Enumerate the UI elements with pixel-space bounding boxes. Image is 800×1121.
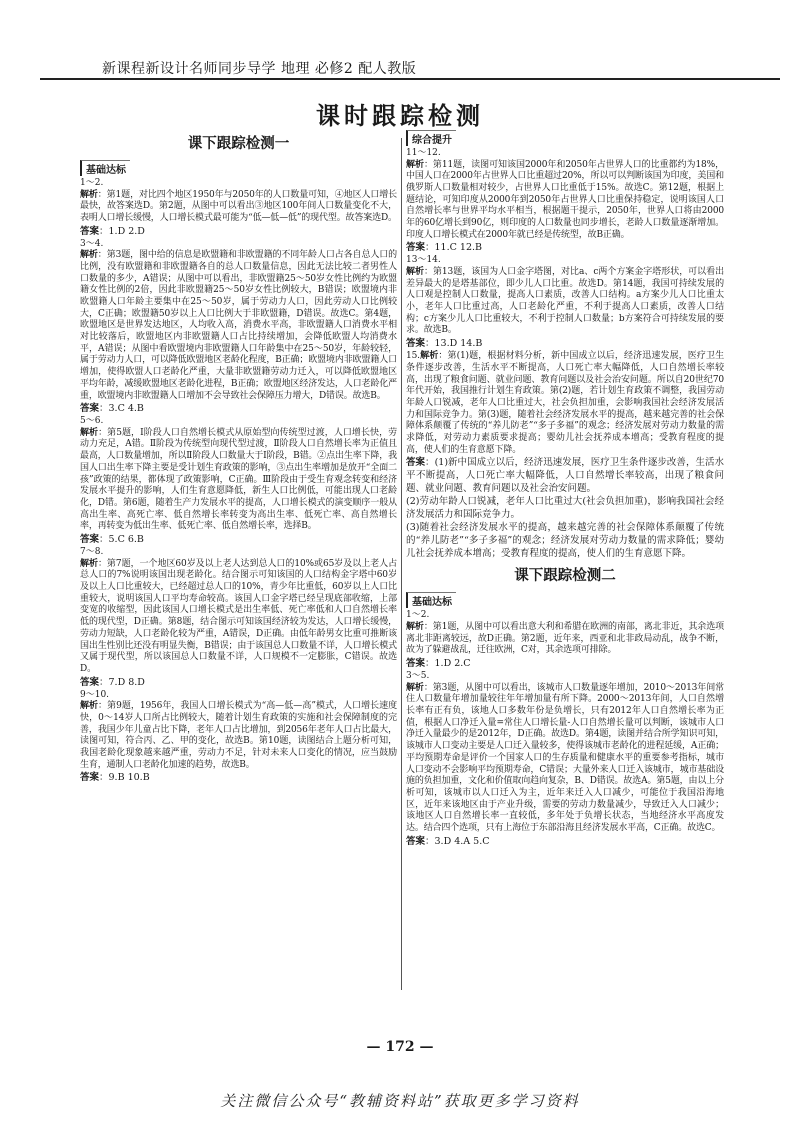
- answer-text-part3: (3)随着社会经济发展水平的提高，越来越完善的社会保障体系颠覆了传统的“养儿防老”“多子多福”的观念；经济发展对劳动力数量的需求降低；婴幼儿社会抚养成本增高；受教育程度的提高，使人们的生育意愿下降。: [406, 522, 724, 560]
- basic-tag: 基础达标: [80, 160, 130, 176]
- question-range: 3～4.: [80, 238, 104, 249]
- left-column: [80, 128, 397, 1000]
- analysis-label: 解析: [419, 351, 439, 362]
- question-block: [80, 178, 397, 238]
- page-title: 课时跟踪检测: [316, 102, 484, 130]
- answer-label: 答案: [406, 242, 426, 254]
- footer-note: 关注微信公众号“教辅资料站”获取更多学习资料: [220, 1092, 580, 1110]
- question-block: [406, 148, 724, 254]
- analysis-label: 解析: [80, 189, 98, 200]
- answer-text: ：9.B 10.B: [99, 772, 150, 784]
- answer-text: ：1.D 2.D: [99, 225, 145, 237]
- analysis-label: 解析: [80, 558, 98, 569]
- answer-label: 答案: [80, 225, 100, 237]
- running-header: [40, 40, 780, 80]
- question-range: 13～14.: [406, 255, 441, 266]
- analysis-text: ：第3题，从图中可以看出，该城市人口数量逐年增加，2010～2013年间常住人口数量年增加量较往年年增加量有所下降。2000～2013年间，人口自然增长率有正有负，该地人口多数年份是负增长，只有2012年人口自然增长率为正值，根据人口净迁入量=常住人口增长量-人口自然增长量可以判断，该城市人口净迁入量最少的是2012年，D正确。故选D。第4题，读图并结合所学知识可知，该城市人口变动主要是人口迁入量较多，使得该城市老龄化的进程延缓，A正确；平均预期寿命是评价一个国家人口的生存质量和健康水平的重要参考指标，城市人口变动不会影响平均预期寿命，C错误；大量外来人口迁入该城市，城市基础设施的负担加重，文化和价值取向趋向复杂，B、D错误。故选A。第5题，由以上分析可知，该城市以人口迁入为主，近年来迁入人口减少，可能位于我国沿海地区，近年来该地区由于产业升级，需要的劳动力数量减少，导致迁入人口减少；该地区人口自然增长率一直较低，多年处于负增长状态，当地经济水平高度发达。结合四个选项，只有上海位于东部沿海且经济发展水平高，C正确。故选C。: [406, 682, 724, 834]
- answer-text: ：3.C 4.B: [99, 403, 144, 415]
- question-range: 3～5.: [406, 671, 430, 682]
- analysis-text: ：第11题，读图可知该国2000年和2050年占世界人口的比重都约为18%，中国人口在2000年占世界人口比重超过20%，所以可以判断该国为印度，美国和俄罗斯人口数量相对较少，占世界人口比重低于15%。故选C。第12题，根据上题结论，可知印度从2000年到2050年占世界人口比重保持稳定，说明该国人口自然增长率与世界平均水平相当，根据题干提示，2050年，世界人口将由2000年的60亿增长到90亿，则印度的人口数量也同步增长，老龄人口数量逐渐增加。印度人口增长模式在2000年就已经是传统型，故B正确。: [406, 159, 724, 240]
- analysis-label: 解析: [406, 682, 424, 693]
- question-block: [406, 351, 724, 560]
- answer-text: ：3.D 4.A 5.C: [425, 835, 490, 847]
- answer-label: 答案: [80, 676, 100, 688]
- answer-label: 答案: [406, 338, 426, 350]
- question-block: [406, 671, 724, 848]
- question-block: [406, 610, 724, 670]
- answer-label: 答案: [406, 835, 426, 847]
- question-range: 1～2.: [80, 178, 104, 188]
- question-block: [80, 690, 397, 785]
- analysis-text: ：第9题，1956年，我国人口增长模式为“高—低—高”模式，人口增长速度快，0～14岁人口所占比例较大，随着计划生育政策的实施和社会保障制度的完善，我国少年儿童占比下降，老年人口占比增加，到2056年老年人口占比最大，读图可知，符合丙、乙、甲的变化，故选B。第10题，读图结合上题分析可知，我国老龄化现象越来越严重，劳动力不足，针对未来人口变化的情况，应当鼓励生育，通制人口老龄化加速的趋势，故选B。: [80, 701, 397, 770]
- comprehensive-tag: 综合提升: [406, 130, 456, 146]
- header-title: 新课程新设计名师同步导学 地理 必修2 配人教版: [102, 61, 417, 77]
- answer-text: ：11.C 12.B: [425, 242, 483, 254]
- question-range: 11～12.: [406, 148, 441, 158]
- question-block: [80, 239, 397, 416]
- question-range: 1～2.: [406, 610, 430, 621]
- analysis-text: ：第1题，对比四个地区1950年与2050年的人口数量可知，④地区人口增长最快，故答案选D。第2题，从图中可以看出③地区100年间人口数量变化不大，表明人口增长缓慢，人口增长模式最可能为“低—低—低”的现代型。故答案选D。: [80, 189, 397, 223]
- analysis-label: 解析: [406, 159, 424, 170]
- answer-text: ：7.D 8.D: [99, 676, 145, 688]
- answer-label: 答案: [80, 403, 100, 415]
- basic-tag: 基础达标: [406, 592, 456, 608]
- answer-text: ：5.C 6.B: [99, 534, 144, 546]
- question-block: [80, 547, 397, 689]
- section-title-one: 课下跟踪检测一: [187, 136, 290, 152]
- question-range: 5～6.: [80, 416, 104, 427]
- answer-label: 答案: [80, 772, 100, 784]
- analysis-label: 解析: [80, 701, 99, 712]
- question-range: 15.: [406, 351, 420, 362]
- question-block: [406, 255, 724, 350]
- analysis-label: 解析: [80, 427, 99, 438]
- column-divider: [401, 138, 402, 990]
- answer-label: 答案: [80, 534, 100, 546]
- question-block: [80, 416, 397, 546]
- answer-text-part2: (2)劳动年龄人口锐减，老年人口比重过大(社会负担加重)，影响我国社会经济发展活力和国际竞争力。: [406, 496, 724, 521]
- analysis-text: ：第(1)题，根据材料分析，新中国成立以后，经济迅速发展，医疗卫生条件逐步改善，生活水平不断提高，人口死亡率大幅降低，人口自然增长率较高，出现了粮食问题、就业问题、教育问题以及社会治安问题。所以自20世纪70年代开始，我国推行计划生育政策。第(2)题，若计划生育政策不调整，我国劳动年龄人口锐减，老年人口比重过大，社会负担加重，会影响我国社会经济发展活力和国际竞争力。第(3)题，随着社会经济发展水平的提高，越来越完善的社会保障体系颠覆了传统的“养儿防老”“多子多福”的观念；经济发展对劳动力数量的需求降低，对劳动力素质要求提高；婴幼儿社会抚养成本增高；受教育程度的提高，使人们的生育意愿下降。: [406, 351, 724, 455]
- answer-text: ：(1)新中国成立以后，经济迅速发展，医疗卫生条件逐步改善，生活水平不断提高，人口死亡率大幅降低，人口自然增长率较高，出现了粮食问题、就业问题、教育问题以及社会治安问题。: [406, 457, 724, 495]
- answer-text: ：13.D 14.B: [425, 338, 483, 350]
- answer-text: ：1.D 2.C: [425, 658, 471, 670]
- question-range: 9～10.: [80, 689, 110, 700]
- analysis-text: ：第7题，一个地区60岁及以上老人达到总人口的10%或65岁及以上老人占总人口的7%说明该国出现老龄化。结合图示可知该国的人口结构金字塔中60岁及以上人口比重较大，已经超过总人口的10%，青少年比重低，60岁以上人口比重较大，说明该国人口平均寿命较高。该国人口金字塔已经呈现底部收缩，上部变宽的收缩型，因此该国人口增长模式是出生率低、死亡率低和人口自然增长率低的现代型，D正确。第8题，结合图示可知该国经济较为发达，人口增长缓慢，劳动力短缺，人口老龄化较为严重，A错误，D正确。由低年龄男女比重可推断该国出生性别比还没有明显失衡，B错误；由于该国总人口数量不详，人口增长模式又属于现代型，所以该国总人口数量不详，人口规模不一定膨胀，C错误。故选D。: [80, 558, 397, 674]
- analysis-text: ：第3题，图中给的信息是欧盟籍和非欧盟籍的不同年龄人口占各自总人口的比例，没有欧盟籍和非欧盟籍各自的总人口数量信息，因此无法比较二者男性人口数量的多少，A错误；从图中可以看出，非欧盟籍25～50岁女性比例约为欧盟籍女性比例的2倍，因此非欧盟籍25～50岁女性比例较大，B错误；欧盟境内非欧盟籍人口年龄主要集中在25～50岁，属于劳动力人口，因此劳动人口比例较大，C正确；欧盟籍50岁以上人口比例大于非欧盟籍，D错误。故选C。第4题，欧盟地区是世界发达地区，人均收入高，消费水平高，非欧盟籍人口消费水平相对比较落后，欧盟地区内非欧盟籍人口占比持续增加，会降低欧盟人均消费水平，A错误；从图中看欧盟境内非欧盟籍人口年龄集中在25～50岁，年龄较轻，属于劳动力人口，可以降低欧盟地区老龄化程度，B正确；欧盟境内非欧盟籍人口增加，使得欧盟人口老龄化严重，大量非欧盟籍劳动力迁入，可以降低欧盟地区平均年龄，减缓欧盟地区老龄化进程，B正确；欧盟地区经济发达，人口老龄化严重，欧盟境内非欧盟籍人口增加不会导致社会保障压力增大，D错误。故选B。: [80, 250, 397, 401]
- analysis-text: ：第1题，从图中可以看出意大利和希腊在欧洲的南部，离北非近，其余选项离北非距离较远，故D正确。第2题，近年来，西亚和北非政局动乱，战争不断，故为了躲避战乱，迁往欧洲，C对，其余选项可排除。: [406, 621, 724, 656]
- analysis-text: ：第5题，Ⅰ阶段人口自然增长模式从原始型向传统型过渡，人口增长快，劳动力充足，A错。Ⅱ阶段为传统型向现代型过渡，Ⅱ阶段人口自然增长率为正值且最高，人口数量增加，所以Ⅱ阶段人口数量大于Ⅰ阶段，B错。②点出生率下降，我国人口出生率下降主要是受计划生育政策的影响，③点出生率增加是放开“全面二孩”政策的结果，都体现了政策影响，C正确。Ⅲ阶段由于受生育观念转变和经济发展水平提升的影响，人们生育意愿降低，新生人口比例低，可能出现人口老龄化，D错。第6题，随着生产力发展水平的提高，人口增长模式的演变顺序一般从高出生率、高死亡率、低自然增长率转变为高出生率、低死亡率、高自然增长率，再转变为低出生率、低死亡率、低自然增长率，选择B。: [80, 427, 397, 532]
- analysis-label: 解析: [406, 266, 424, 277]
- page-number: — 172 —: [366, 1039, 434, 1055]
- question-range: 7～8.: [80, 547, 104, 558]
- analysis-label: 解析: [406, 621, 424, 632]
- answer-label: 答案: [406, 457, 426, 469]
- answer-label: 答案: [406, 658, 426, 670]
- right-column: [406, 128, 724, 1000]
- section-title-two: 课下跟踪检测二: [514, 568, 616, 585]
- analysis-label: 解析: [80, 250, 98, 261]
- analysis-text: ：第13题，该国为人口金字塔图，对比a、c两个方案金字塔形状，可以看出差异最大的是塔基部位，即少儿人口比重。故选D。第14题，我国可持续发展的人口观是控制人口数量，提高人口素质，改善人口结构。a方案少儿人口比重太小，老年人口比重过高，人口老龄化严重，不利于提高人口素质，改善人口结构；c方案少儿人口比重较大，不利于控制人口数量；b方案符合可持续发展的要求。故选B。: [406, 266, 724, 336]
